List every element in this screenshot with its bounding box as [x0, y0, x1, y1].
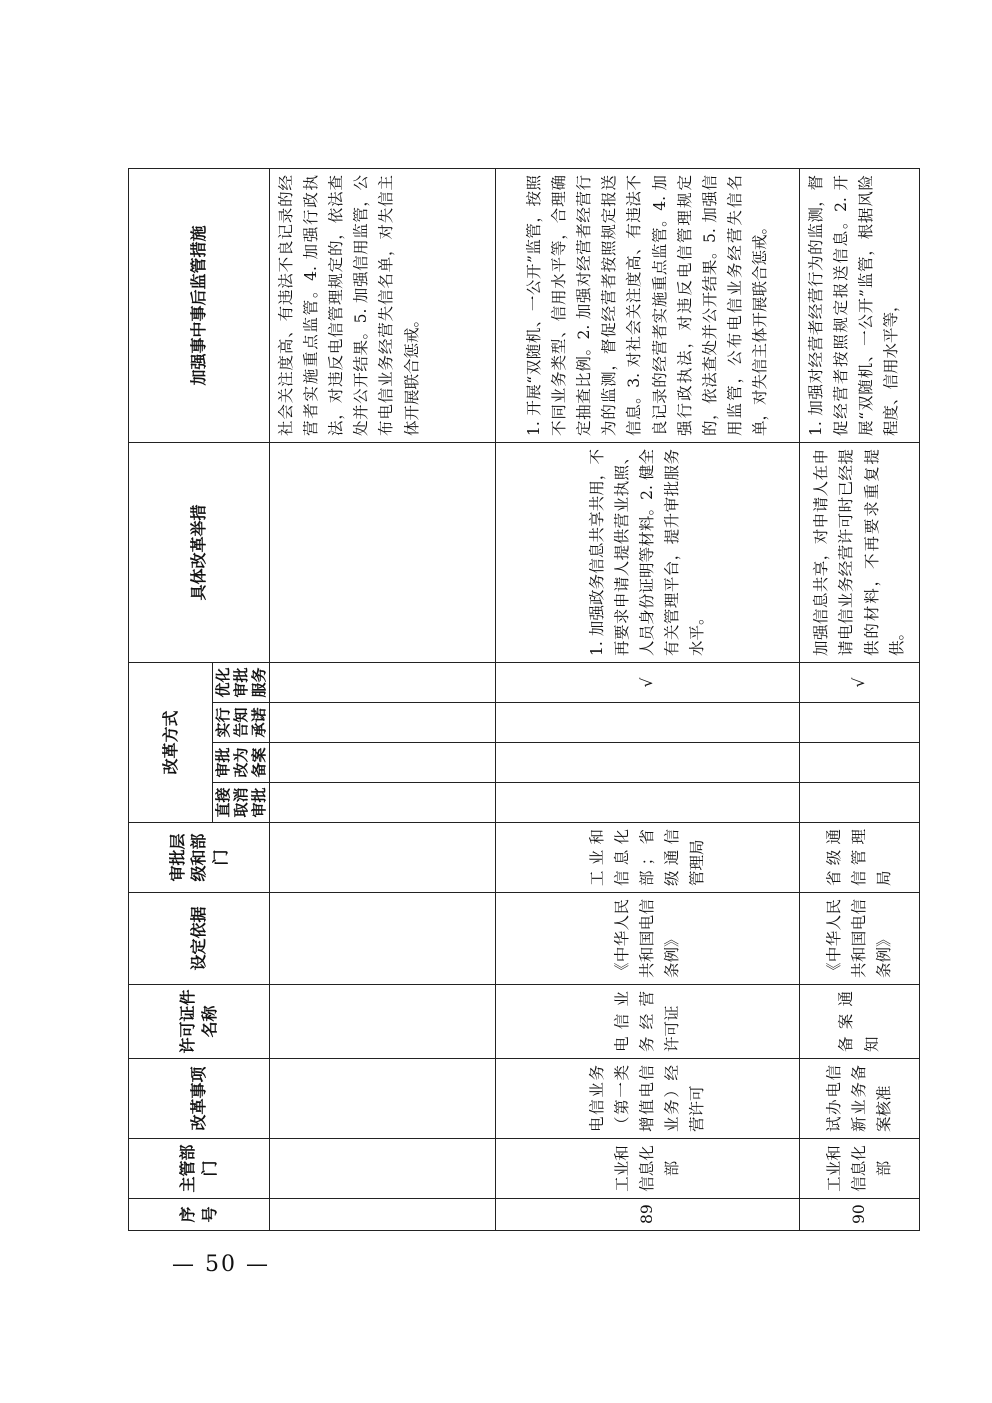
header-license: 许可证件名称 [129, 985, 270, 1059]
cell-seq: 89 [496, 1199, 800, 1231]
header-level: 审批层级和部门 [129, 823, 270, 893]
cell-mark-filing [800, 743, 920, 783]
header-row [129, 168, 213, 1230]
cell-level [270, 823, 496, 893]
cell-basis [270, 893, 496, 985]
cell-mark-promise [270, 703, 496, 743]
cell-seq [270, 1199, 496, 1231]
header-methods-group: 改革方式 [129, 662, 213, 822]
header-supervision: 加强事中事后监管措施 [129, 168, 270, 442]
cell-mark-cancel [800, 783, 920, 823]
cell-seq: 90 [800, 1199, 920, 1231]
table-row [496, 168, 800, 1230]
cell-mark-cancel [270, 783, 496, 823]
cell-mark-cancel [496, 783, 800, 823]
header-basis: 设定依据 [129, 893, 270, 985]
cell-level: 省级通信管理局 [800, 823, 920, 893]
reform-table [128, 168, 920, 1231]
header-item: 改革事项 [129, 1059, 270, 1139]
cell-dept: 工业和信息化部 [800, 1139, 920, 1199]
cell-measures [270, 442, 496, 662]
cell-item: 试办电信新业务备案核准 [800, 1059, 920, 1139]
cell-mark-optimize [270, 662, 496, 702]
header-method-filing: 审批改为备案 [213, 743, 270, 783]
cell-mark-optimize: √ [496, 662, 800, 702]
cell-measures: 加强信息共享，对申请人在申请电信业务经营许可时已经提供的材料，不再要求重复提供。 [800, 442, 920, 662]
cell-supervision: 社会关注度高、有违法不良记录的经营者实施重点监管。4. 加强行政执法，对违反电信管理规定的，依法查处并公开结果。5. 加强信用监管，公布电信业务经营失信名单，对失信主体开展联合惩戒。 [270, 168, 496, 442]
header-method-optimize: 优化审批服务 [213, 662, 270, 702]
header-measures: 具体改革举措 [129, 442, 270, 662]
cell-item [270, 1059, 496, 1139]
cell-measures: 1. 加强政务信息共享共用，不再要求申请人提供营业执照、人员身份证明等材料。2. 健全有关管理平台，提升审批服务水平。 [496, 442, 800, 662]
cell-basis: 《中华人民共和国电信条例》 [800, 893, 920, 985]
cell-license [270, 985, 496, 1059]
header-method-promise: 实行告知承诺 [213, 703, 270, 743]
cell-dept: 工业和信息化部 [496, 1139, 800, 1199]
cell-supervision: 1. 开展“双随机、一公开”监管，按照不同业务类型、信用水平等，合理确定抽查比例。2. 加强对经营者经营行为的监测，督促经营者按照规定报送信息。3. 对社会关注度高、有违法不良记录的经营者实施重点监管。4. 加强行政执法，对违反电信管理规定的，依法查处并公开结果。5. 加强信用监管，公布电信业务经营失信名单，对失信主体开展联合惩戒。 [496, 168, 800, 442]
cell-mark-promise [800, 703, 920, 743]
page-number: — 50 — [172, 1252, 270, 1277]
rotated-table-wrapper [128, 169, 906, 1231]
cell-item: 电信业务（第一类增值电信业务）经营许可 [496, 1059, 800, 1139]
cell-supervision: 1. 加强对经营者经营行为的监测，督促经营者按照规定报送信息。2. 开展“双随机、一公开”监管，根据风险程度、信用水平等， [800, 168, 920, 442]
header-seq: 序号 [129, 1199, 270, 1231]
cell-mark-filing [270, 743, 496, 783]
cell-basis: 《中华人民共和国电信条例》 [496, 893, 800, 985]
cell-mark-optimize: √ [800, 662, 920, 702]
cell-mark-promise [496, 703, 800, 743]
cell-mark-filing [496, 743, 800, 783]
cell-dept [270, 1139, 496, 1199]
header-method-cancel: 直接取消审批 [213, 783, 270, 823]
table-row [270, 168, 496, 1230]
cell-level: 工业和信息化部；省级通信管理局 [496, 823, 800, 893]
cell-license: 电信业务经营许可证 [496, 985, 800, 1059]
cell-license: 备案通知 [800, 985, 920, 1059]
header-dept: 主管部门 [129, 1139, 270, 1199]
table-row [800, 168, 920, 1230]
